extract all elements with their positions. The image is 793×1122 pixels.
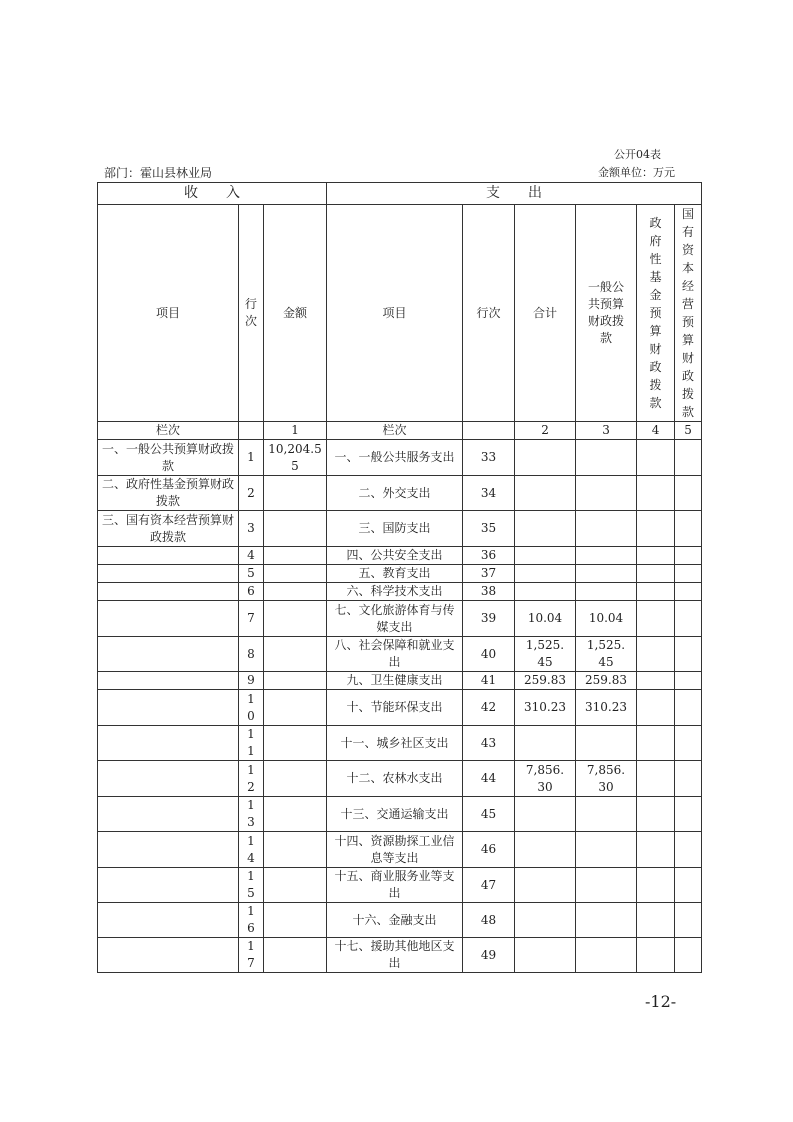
expense-item [327,601,463,637]
line-number-text: 15 [247,869,255,900]
total-amount [515,726,576,761]
table-row [98,601,702,637]
income-item-text: 三、国有资本经营预算财政拨款 [101,512,234,544]
table-row [98,476,702,511]
table-row [98,637,702,672]
general-budget-amount [576,761,637,797]
expense-item-text: 十六、金融支出 [352,912,437,927]
line-number-text: 16 [247,904,255,935]
expense-item [327,511,463,547]
table-row [98,583,702,601]
idx-general-budget: 3 [576,422,637,440]
column-index-row [98,422,702,440]
state-capital-amount [675,690,702,726]
expense-line [463,690,515,726]
expense-line-text: 40 [480,646,497,661]
expense-item [327,672,463,690]
col-expense-item: 项目 [327,205,463,422]
idx-gov-fund: 4 [637,422,675,440]
expense-line [463,440,515,476]
amount-unit-label: 金额单位：万元 [598,166,675,179]
total-amount [515,761,576,797]
table-row [98,938,702,973]
expense-line-text: 38 [480,584,497,598]
state-capital-amount [675,440,702,476]
gov-fund-amount [637,547,675,565]
general-budget-amount [576,511,637,547]
line-number [239,672,264,690]
total-amount-text: 310.23 [524,700,567,714]
expense-line-text: 43 [480,735,497,750]
expense-item [327,797,463,832]
income-item-text: 一、一般公共预算财政拨款 [101,441,234,473]
expense-line-text: 42 [480,700,497,714]
gov-fund-amount [637,511,675,547]
income-amount [264,583,327,601]
table-row [98,565,702,583]
general-budget-amount-text: 1,525.45 [586,638,626,669]
income-amount [264,601,327,637]
expense-line-text: 48 [480,912,497,927]
state-capital-amount [675,476,702,511]
income-amount-text: 10,204.55 [268,441,322,473]
general-budget-amount [576,672,637,690]
table-row [98,761,702,797]
total-amount [515,440,576,476]
col-total: 合计 [515,205,576,422]
income-amount [264,761,327,797]
gov-fund-amount [637,832,675,868]
total-amount [515,868,576,903]
general-budget-amount [576,797,637,832]
line-number-text: 9 [247,673,255,687]
expense-line-text: 41 [480,673,497,687]
gov-fund-amount [637,637,675,672]
line-number [239,938,264,973]
line-number [239,726,264,761]
idx-state-capital: 5 [675,422,702,440]
line-number [239,832,264,868]
expense-item [327,547,463,565]
expense-line [463,832,515,868]
general-budget-amount [576,903,637,938]
line-number [239,690,264,726]
expense-item [327,726,463,761]
expense-item-text: 四、公共安全支出 [346,548,443,562]
state-capital-amount [675,637,702,672]
col-income-line-label: 行次 [245,297,258,328]
total-amount [515,690,576,726]
income-amount [264,440,327,476]
expense-item [327,761,463,797]
gov-fund-amount [637,726,675,761]
income-amount [264,726,327,761]
expense-item-text: 十四、资源勘探工业信息等支出 [334,833,455,865]
expense-line [463,761,515,797]
state-capital-amount [675,547,702,565]
general-budget-amount-text: 259.83 [585,673,628,687]
state-capital-amount [675,868,702,903]
idx-total: 2 [515,422,576,440]
general-budget-amount [576,832,637,868]
total-amount [515,583,576,601]
expense-item-text: 二、外交支出 [358,485,431,500]
table-row [98,903,702,938]
line-number-text: 3 [247,521,255,535]
expense-item-text: 十三、交通运输支出 [340,806,449,821]
total-amount [515,565,576,583]
general-budget-amount-text: 7,856.30 [586,762,626,794]
expense-line [463,938,515,973]
col-state-capital-label: 国有资本经营预算财政拨款 [682,207,695,419]
idx-expense-line [463,422,515,440]
idx-expense-item: 栏次 [327,422,463,440]
general-budget-amount [576,565,637,583]
form-number: 公开04表 [614,148,661,161]
income-item [98,832,239,868]
general-budget-amount [576,690,637,726]
income-item [98,511,239,547]
expense-item [327,565,463,583]
expense-line [463,547,515,565]
income-amount [264,868,327,903]
expense-item-text: 十一、城乡社区支出 [340,735,449,750]
line-number [239,547,264,565]
expense-line-text: 39 [480,611,497,625]
income-amount [264,476,327,511]
income-item [98,440,239,476]
expense-item-text: 七、文化旅游体育与传媒支出 [334,602,455,634]
expense-line-text: 33 [480,450,497,464]
line-number-text: 11 [247,727,255,758]
idx-income-item: 栏次 [98,422,239,440]
line-number-text: 6 [247,584,255,598]
general-budget-amount [576,547,637,565]
total-amount [515,797,576,832]
expense-line [463,476,515,511]
general-budget-amount [576,601,637,637]
expense-line-text: 44 [480,771,497,785]
general-budget-amount-text: 10.04 [588,611,624,625]
col-state-capital [675,205,702,422]
col-income-line [239,205,264,422]
gov-fund-amount [637,672,675,690]
gov-fund-amount [637,601,675,637]
total-amount [515,511,576,547]
expense-item-text: 十七、援助其他地区支出 [334,939,455,970]
page-number: -12- [645,992,677,1011]
line-number [239,476,264,511]
expense-line [463,726,515,761]
state-capital-amount [675,583,702,601]
col-income-amount: 金额 [264,205,327,422]
table-row [98,690,702,726]
line-number-text: 7 [247,611,255,625]
income-amount [264,672,327,690]
table-row [98,832,702,868]
gov-fund-amount [637,903,675,938]
income-item [98,690,239,726]
state-capital-amount [675,601,702,637]
state-capital-amount [675,672,702,690]
total-amount [515,547,576,565]
total-amount [515,601,576,637]
line-number-text: 5 [247,566,255,580]
line-number [239,583,264,601]
line-number-text: 10 [247,691,255,723]
line-number [239,637,264,672]
table-row [98,440,702,476]
budget-table [97,182,702,973]
income-item [98,637,239,672]
expense-line-text: 37 [480,566,497,580]
expense-item [327,903,463,938]
line-number [239,868,264,903]
income-item [98,672,239,690]
general-budget-amount [576,637,637,672]
income-item-text: 二、政府性基金预算财政拨款 [101,477,234,508]
total-amount [515,832,576,868]
total-amount [515,672,576,690]
income-item [98,797,239,832]
state-capital-amount [675,797,702,832]
state-capital-amount [675,903,702,938]
expense-item-text: 六、科学技术支出 [346,584,443,598]
state-capital-amount [675,726,702,761]
expense-item-text: 八、社会保障和就业支出 [334,638,455,669]
gov-fund-amount [637,440,675,476]
line-number [239,565,264,583]
total-amount [515,637,576,672]
expense-line-text: 36 [480,548,497,562]
expense-item-text: 一、一般公共服务支出 [334,450,455,464]
expense-line [463,672,515,690]
table-row [98,547,702,565]
expense-item-text: 九、卫生健康支出 [346,673,443,687]
expense-item [327,583,463,601]
gov-fund-amount [637,868,675,903]
expense-line-text: 46 [480,842,497,856]
section-header-row [98,183,702,205]
expense-line [463,868,515,903]
income-amount [264,903,327,938]
income-section-header: 收 入 [98,183,327,205]
idx-income-line [239,422,264,440]
expense-item [327,637,463,672]
income-amount [264,511,327,547]
table-row [98,726,702,761]
col-gov-fund-label: 政府性基金预算财政拨款 [649,216,662,410]
expense-item-text: 十五、商业服务业等支出 [334,869,455,900]
line-number [239,511,264,547]
total-amount [515,476,576,511]
income-item [98,938,239,973]
general-budget-amount [576,440,637,476]
gov-fund-amount [637,690,675,726]
line-number [239,903,264,938]
col-income-item: 项目 [98,205,239,422]
income-item [98,726,239,761]
expense-line-text: 47 [480,877,497,892]
total-amount [515,938,576,973]
income-item [98,583,239,601]
gov-fund-amount [637,938,675,973]
col-general-budget-label: 一般公共预算财政拨款 [588,280,625,345]
expense-line [463,511,515,547]
line-number [239,440,264,476]
expense-item [327,832,463,868]
expense-line [463,601,515,637]
line-number [239,761,264,797]
state-capital-amount [675,832,702,868]
general-budget-amount [576,938,637,973]
table-row [98,868,702,903]
state-capital-amount [675,511,702,547]
idx-income-amount: 1 [264,422,327,440]
income-amount [264,797,327,832]
expense-item [327,440,463,476]
income-amount [264,637,327,672]
line-number-text: 13 [247,798,255,829]
income-item [98,868,239,903]
expense-line [463,637,515,672]
income-item [98,903,239,938]
general-budget-amount [576,726,637,761]
expense-item-text: 十、节能环保支出 [346,700,443,714]
gov-fund-amount [637,761,675,797]
expense-line-text: 35 [480,521,497,535]
expense-line-text: 34 [480,485,497,500]
department-label: 部门：霍山县林业局 [104,166,213,180]
line-number [239,797,264,832]
income-amount [264,832,327,868]
gov-fund-amount [637,583,675,601]
line-number-text: 1 [247,450,255,464]
line-number-text: 14 [247,833,255,865]
line-number-text: 8 [247,646,255,661]
expense-item-text: 五、教育支出 [358,566,431,580]
col-gov-fund [637,205,675,422]
expense-line [463,797,515,832]
income-item [98,476,239,511]
income-amount [264,690,327,726]
col-expense-line: 行次 [463,205,515,422]
expense-item [327,868,463,903]
income-item [98,761,239,797]
gov-fund-amount [637,565,675,583]
gov-fund-amount [637,797,675,832]
expense-section-header: 支 出 [327,183,702,205]
line-number-text: 17 [247,939,255,970]
total-amount [515,903,576,938]
general-budget-amount [576,868,637,903]
income-amount [264,547,327,565]
line-number-text: 12 [247,762,255,794]
income-amount [264,565,327,583]
income-item [98,565,239,583]
total-amount-text: 259.83 [524,673,567,687]
expense-line-text: 49 [480,947,497,962]
total-amount-text: 7,856.30 [525,762,565,794]
income-amount [264,938,327,973]
state-capital-amount [675,565,702,583]
gov-fund-amount [637,476,675,511]
expense-item-text: 三、国防支出 [358,521,431,535]
state-capital-amount [675,938,702,973]
expense-line-text: 45 [480,806,497,821]
general-budget-amount-text: 310.23 [585,700,628,714]
expense-item [327,938,463,973]
line-number [239,601,264,637]
expense-item-text: 十二、农林水支出 [346,771,443,785]
total-amount-text: 1,525.45 [525,638,565,669]
income-item [98,601,239,637]
table-row [98,511,702,547]
expense-item [327,690,463,726]
column-header-row [98,205,702,422]
line-number-text: 4 [247,548,255,562]
col-general-budget [576,205,637,422]
expense-item [327,476,463,511]
expense-line [463,903,515,938]
state-capital-amount [675,761,702,797]
general-budget-amount [576,583,637,601]
general-budget-amount [576,476,637,511]
table-row [98,672,702,690]
income-item [98,547,239,565]
total-amount-text: 10.04 [527,611,563,625]
expense-line [463,583,515,601]
line-number-text: 2 [247,485,255,500]
table-row [98,797,702,832]
expense-line [463,565,515,583]
